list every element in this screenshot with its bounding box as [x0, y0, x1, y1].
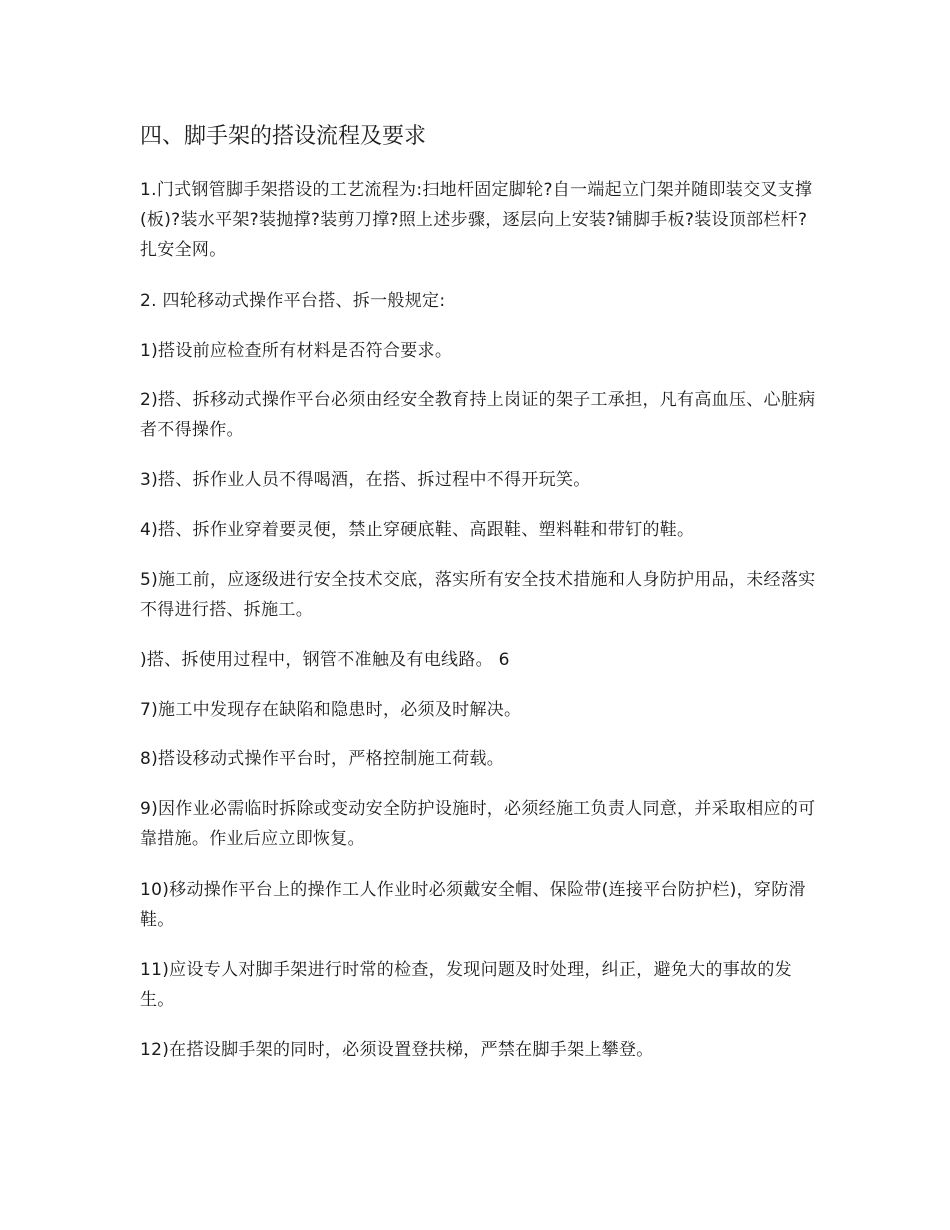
paragraph-6: 4)搭、拆作业穿着要灵便，禁止穿硬底鞋、高跟鞋、塑料鞋和带钉的鞋。	[140, 520, 695, 540]
paragraph-4: 2)搭、拆移动式操作平台必须由经安全教育持上岗证的架子工承担，凡有高血压、心脏病者不得操作。	[140, 390, 816, 440]
paragraph-14: 12)在搭设脚手架的同时，必须设置登扶梯，严禁在脚手架上攀登。	[140, 1040, 654, 1060]
paragraph-2: 2. 四轮移动式操作平台搭、拆一般规定:	[140, 291, 446, 311]
paragraph-5: 3)搭、拆作业人员不得喝酒，在搭、拆过程中不得开玩笑。	[140, 470, 591, 490]
paragraph-8: )搭、拆使用过程中，钢管不准触及有电线路。 6	[140, 650, 510, 670]
paragraph-10: 8)搭设移动式操作平台时，严格控制施工荷载。	[140, 749, 505, 769]
paragraph-1: 1.门式钢管脚手架搭设的工艺流程为:扫地杆固定脚轮?自一端起立门架并随即装交叉支撑(板)?装水平架?装抛撑?装剪刀撑?照上述步骤，逐层向上安装?铺脚手板?装设顶部栏杆?扎安全网。	[140, 180, 813, 260]
paragraph-11: 9)因作业必需临时拆除或变动安全防护设施时，必须经施工负责人同意，并采取相应的可靠措施。作业后应立即恢复。	[140, 799, 816, 849]
paragraph-9: 7)施工中发现存在缺陷和隐患时，必须及时解决。	[140, 700, 522, 720]
paragraph-13: 11)应设专人对脚手架进行时常的检查，发现问题及时处理，纠正，避免大的事故的发生。	[140, 960, 792, 1010]
paragraph-12: 10)移动操作平台上的操作工人作业时必须戴安全帽、保险带(连接平台防护栏)，穿防滑鞋。	[140, 880, 806, 930]
paragraph-3: 1)搭设前应检查所有材料是否符合要求。	[140, 341, 453, 361]
section-title: 四、脚手架的搭设流程及要求	[140, 124, 427, 149]
document-page	[140, 0, 820, 1230]
paragraph-7: 5)施工前，应逐级进行安全技术交底，落实所有安全技术措施和人身防护用品，未经落实不得进行搭、拆施工。	[140, 570, 816, 620]
